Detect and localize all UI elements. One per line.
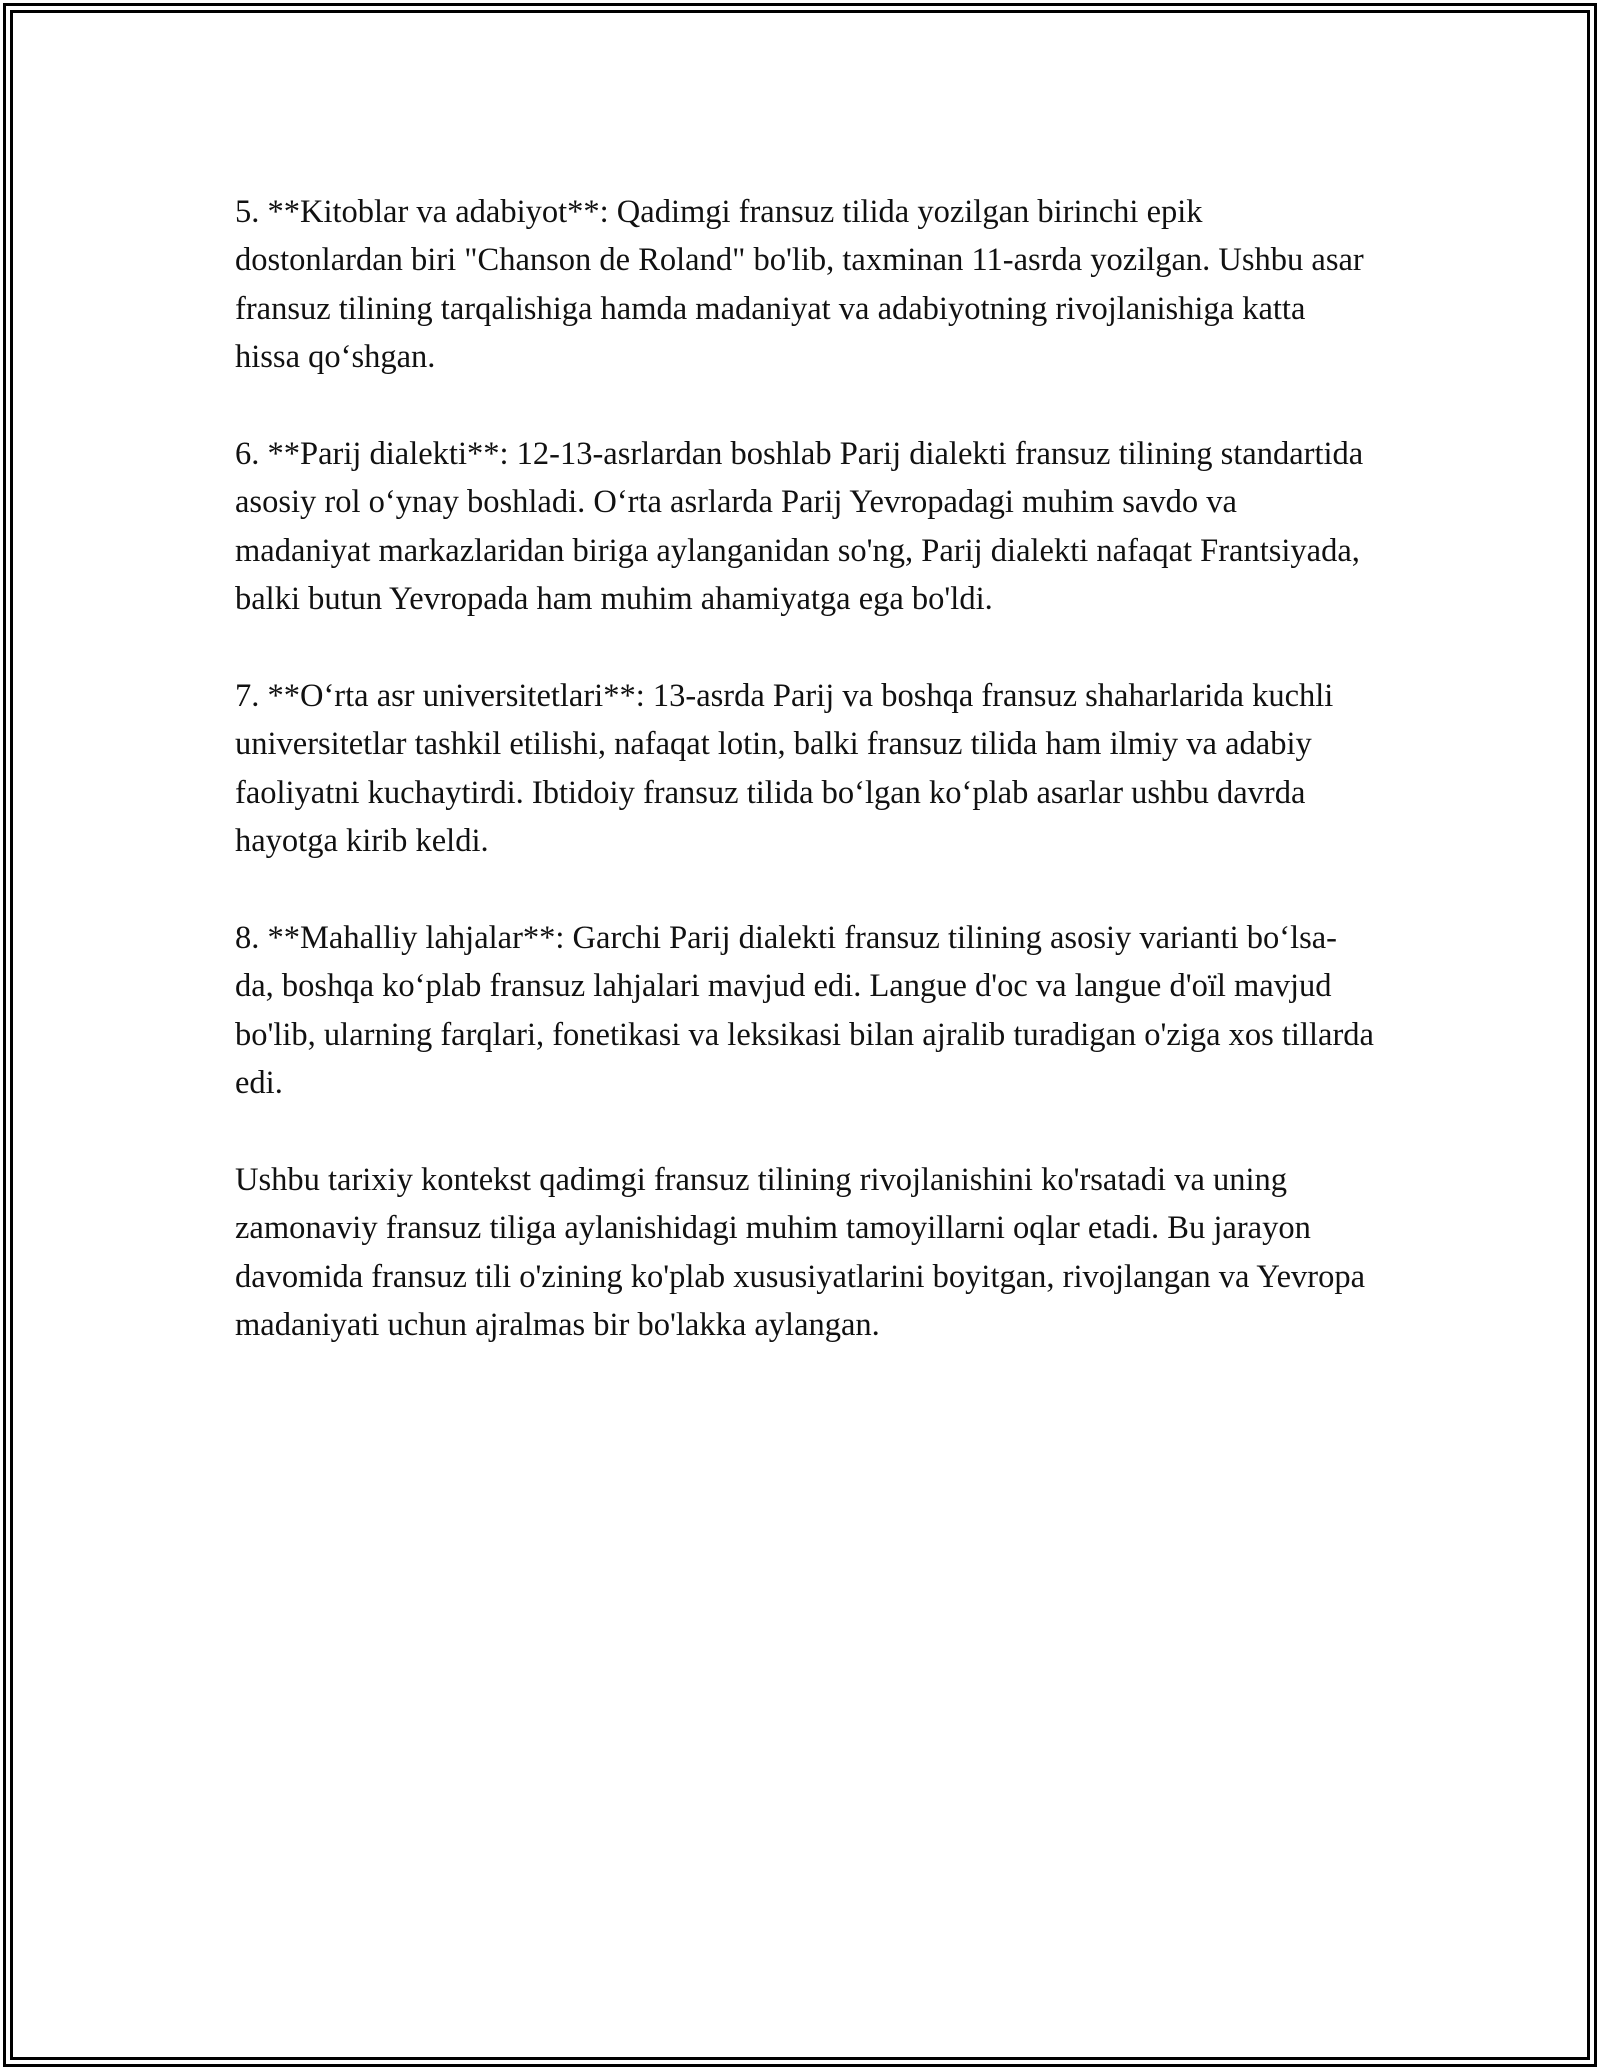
paragraph-conclusion: Ushbu tarixiy kontekst qadimgi fransuz tilining rivojlanishini ko'rsatadi va uning zamonaviy fransuz tiliga aylanishidagi muhim tamoyillarni oqlar etadi. Bu jarayon davomida fransuz tili o'zining ko'plab xususiyatlarini boyitgan, rivojlangan va Yevropa madaniyati uchun ajralmas bir bo'lakka aylangan. — [235, 1162, 1366, 1344]
paragraph-paris-dialect: 6. **Parij dialekti**: 12-13-asrlardan boshlab Parij dialekti fransuz tilining standartida asosiy rol o‘ynay boshladi. O‘rta asrlarda Parij Yevropadagi muhim savdo va madaniyat markazlaridan biriga aylanganidan so'ng, Parij dialekti nafaqat Frantsiyada, balki butun Yevropada ham muhim ahamiyatga ega bo'ldi. — [235, 436, 1364, 618]
document-body — [235, 188, 1375, 1398]
paragraph-local-dialects: 8. **Mahalliy lahjalar**: Garchi Parij dialekti fransuz tilining asosiy varianti bo‘lsa-da, boshqa ko‘plab fransuz lahjalari mavjud edi. Langue d'oc va langue d'oïl mavjud bo'lib, ularning farqlari, fonetikasi va leksikasi bilan ajralib turadigan o'ziga xos tillarda edi. — [235, 920, 1374, 1102]
paragraph-medieval-universities: 7. **O‘rta asr universitetlari**: 13-asrda Parij va boshqa fransuz shaharlarida kuchli universitetlar tashkil etilishi, nafaqat lotin, balki fransuz tilida ham ilmiy va adabiy faoliyatni kuchaytirdi. Ibtidoiy fransuz tilida bo‘lgan ko‘plab asarlar ushbu davrda hayotga kirib keldi. — [235, 678, 1334, 860]
paragraph-literature: 5. **Kitoblar va adabiyot**: Qadimgi fransuz tilida yozilgan birinchi epik dostonlardan biri "Chanson de Roland" bo'lib, taxminan 11-asrda yozilgan. Ushbu asar fransuz tilining tarqalishiga hamda madaniyat va adabiyotning rivojlanishiga katta hissa qo‘shgan. — [235, 194, 1364, 376]
